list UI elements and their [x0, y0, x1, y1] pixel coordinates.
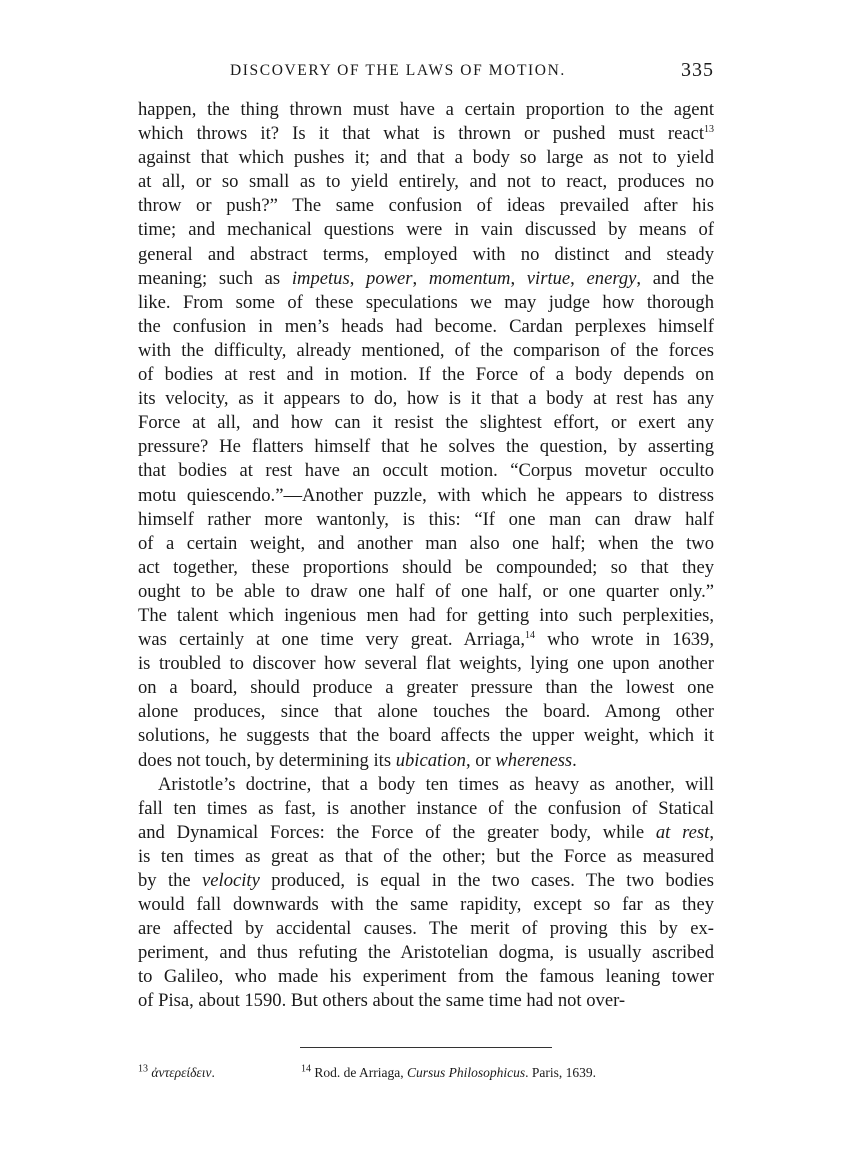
- text-line: alone produces, since that alone touches the board. Among other: [138, 701, 714, 723]
- page-number: 335: [681, 59, 714, 81]
- text-line: The talent which ingenious men had for getting into such perplexities,: [138, 604, 714, 626]
- text-line: periment, and thus refuting the Aristotelian dogma, is usually ascribed: [138, 942, 714, 964]
- footnote-14: $^{14}$ Rod. de Arriaga, Cursus Philosophicus. Paris, 1639.: [301, 1063, 596, 1080]
- text-line: are affected by accidental causes. The merit of proving this by ex-: [138, 918, 714, 940]
- text-line: by the velocity produced, is equal in the two cases. The two bodies: [138, 870, 714, 891]
- text-line: the confusion in men’s heads had become. Cardan perplexes himself: [138, 315, 714, 337]
- text-line: fall ten times as fast, is another instance of the confusion of Statical: [138, 797, 714, 819]
- text-line: like. From some of these speculations we may judge how thorough: [138, 291, 714, 313]
- text-line: was certainly at one time very great. Arriaga,$^{14}$ who wrote in 1639,: [138, 629, 715, 651]
- body-text: [138, 98, 714, 1014]
- text-line: would fall downwards with the same rapidity, except so far as they: [138, 894, 714, 916]
- text-line: himself rather more wantonly, is this: “If one man can draw half: [138, 508, 714, 530]
- text-line: of bodies at rest and in motion. If the Force of a body depends on: [138, 364, 714, 386]
- text-line: does not touch, by determining its ubication, or whereness.: [138, 749, 577, 771]
- text-line: is ten times as great as that of the other; but the Force as measured: [138, 845, 714, 867]
- running-head: [138, 59, 714, 86]
- running-title: DISCOVERY OF THE LAWS OF MOTION.: [230, 62, 566, 79]
- text-line: and Dynamical Forces: the Force of the greater body, while at rest,: [138, 821, 714, 843]
- text-line: ought to be able to draw one half of one half, or one quarter only.”: [138, 580, 714, 602]
- text-line: on a board, should produce a greater pressure than the lowest one: [138, 677, 714, 699]
- text-line: is troubled to discover how several flat weights, lying one upon another: [138, 653, 714, 675]
- text-line: that bodies at rest have an occult motion. “Corpus movetur occulto: [138, 460, 714, 482]
- text-line: against that which pushes it; and that a body so large as not to yield: [138, 147, 714, 169]
- text-line: happen, the thing thrown must have a certain proportion to the agent: [138, 99, 714, 120]
- text-line: of Pisa, about 1590. But others about the same time had not over-: [138, 990, 626, 1012]
- text-line: of a certain weight, and another man also one half; when the two: [138, 532, 714, 554]
- text-line: at all, or so small as to yield entirely, and not to react, produces no: [138, 171, 714, 193]
- text-line: motu quiescendo.”—Another puzzle, with which he appears to distress: [138, 484, 714, 506]
- text-line: Force at all, and how can it resist the slightest effort, or exert any: [138, 412, 714, 434]
- text-line: solutions, he suggests that the board affects the upper weight, which it: [138, 725, 714, 747]
- text-line: meaning; such as impetus, power, momentum, virtue, energy, and the: [138, 267, 715, 289]
- text-line: general and abstract terms, employed with no distinct and steady: [138, 243, 714, 265]
- text-line: throw or push?” The same confusion of ideas prevailed after his: [138, 195, 714, 217]
- text-line: with the difficulty, already mentioned, of the comparison of the forces: [138, 339, 714, 361]
- text-line: Aristotle’s doctrine, that a body ten times as heavy as another, will: [158, 773, 714, 795]
- footnote-rule: [300, 1047, 552, 1048]
- footnote-13: $^{13}$ ἀντερείδειν.: [138, 1063, 215, 1080]
- text-line: pressure? He flatters himself that he solves the question, by asserting: [138, 436, 714, 458]
- text-line: to Galileo, who made his experiment from the famous leaning tower: [138, 966, 714, 988]
- text-line: its velocity, as it appears to do, how is it that a body at rest has any: [138, 388, 714, 410]
- text-line: time; and mechanical questions were in vain discussed by means of: [138, 219, 714, 241]
- text-line: act together, these proportions should be compounded; so that they: [138, 556, 714, 578]
- text-line: which throws it? Is it that what is thrown or pushed must react$^{13}$: [138, 123, 714, 145]
